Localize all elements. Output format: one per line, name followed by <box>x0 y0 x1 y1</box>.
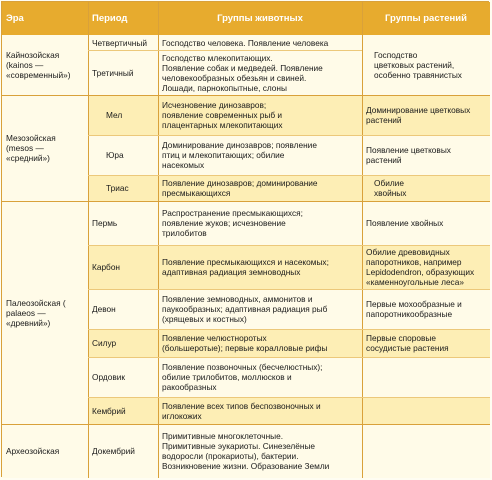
era-paleozoic: Палеозойская ( palaeos — «древний») <box>2 201 88 424</box>
row-divider <box>88 397 490 398</box>
period-tertiary: Третичный <box>88 50 158 95</box>
period-ordovician: Ордовик <box>88 357 158 397</box>
animals-permian: Распространение пресмыкающихся; появление жуков; исчезновение трилобитов <box>158 201 362 245</box>
header-plants: Группы растений <box>385 13 467 24</box>
plants-precambrian <box>362 424 490 478</box>
era-mesozoic: Мезозойская (mesos — «средний») <box>2 95 88 201</box>
period-permian: Пермь <box>88 201 158 245</box>
era-divider <box>2 95 490 96</box>
row-divider <box>88 245 490 246</box>
row-divider <box>88 135 490 136</box>
period-cambrian: Кембрий <box>88 397 158 424</box>
animals-precambrian: Примитивные многоклеточные. Примитивные эукариоты. Синезелёные водоросли (прокариоты), бактерии. Возникновение жизни. Образование Земли <box>158 424 362 478</box>
column-divider <box>362 2 363 478</box>
plants-jurassic: Появление цветковых растений <box>362 135 490 175</box>
period-jurassic: Юра <box>88 135 158 175</box>
row-divider <box>88 50 362 51</box>
header-era: Эра <box>6 13 24 24</box>
period-quaternary: Четвертичный <box>88 35 158 50</box>
animals-triassic: Появление динозавров; доминирование пресмыкающихся <box>158 175 362 201</box>
geologic-eras-table <box>1 1 489 477</box>
animals-jurassic: Доминирование динозавров; появление птиц и млекопитающих; обилие насекомых <box>158 135 362 175</box>
column-divider <box>158 2 159 478</box>
plants-devonian: Первые мохообразные и папоротникообразные <box>362 289 490 329</box>
plants-cretaceous: Доминирование цветковых растений <box>362 95 490 135</box>
era-divider <box>2 424 490 425</box>
period-devonian: Девон <box>88 289 158 329</box>
header-animals: Группы животных <box>217 13 303 24</box>
animals-carboniferous: Появление пресмыкающихся и насекомых; адаптивная радиация земноводных <box>158 245 362 289</box>
era-divider <box>2 201 490 202</box>
plants-permian: Появление хвойных <box>362 201 490 245</box>
period-triassic: Триас <box>88 175 158 201</box>
period-silurian: Силур <box>88 329 158 357</box>
period-carboniferous: Карбон <box>88 245 158 289</box>
era-archeozoic: Археозойская <box>2 424 88 478</box>
plants-carboniferous: Обилие древовидных папоротников, например Lepidodendron, образующих «каменноугольные леса» <box>362 245 490 289</box>
plants-cambrian <box>362 397 490 424</box>
row-divider <box>88 289 490 290</box>
header-period: Период <box>92 13 128 24</box>
plants-ordovician <box>362 357 490 397</box>
animals-quaternary: Господство человека. Появление человека <box>158 35 362 50</box>
period-cretaceous: Мел <box>88 95 158 135</box>
animals-tertiary: Господство млекопитающих. Появление собак и медведей. Появление человекообразных обезьян и свиней. Лошади, парнокопытные, слоны <box>158 50 362 95</box>
row-divider <box>88 329 490 330</box>
animals-silurian: Появление челюстноротых (большеротые); первые коралловые рифы <box>158 329 362 357</box>
period-precambrian: Докембрий <box>88 424 158 478</box>
era-cenozoic: Кайнозойская (kainos — «современный») <box>2 35 88 95</box>
animals-ordovician: Появление позвоночных (бесчелюстных); обилие трилобитов, моллюсков и ракообразных <box>158 357 362 397</box>
plants-triassic: Обилие хвойных <box>362 175 490 201</box>
row-divider <box>88 175 490 176</box>
column-divider <box>88 2 89 478</box>
animals-cretaceous: Исчезновение динозавров; появление современных рыб и плацентарных млекопитающих <box>158 95 362 135</box>
plants-tertiary: Господство цветковых растений, особенно травянистых <box>362 35 490 95</box>
plants-silurian: Первые споровые сосудистые растения <box>362 329 490 357</box>
animals-devonian: Появление земноводных, аммонитов и паукообразных; адаптивная радиация рыб (хрящевых и костных) <box>158 289 362 329</box>
animals-cambrian: Появление всех типов беспозвоночных и иглокожих <box>158 397 362 424</box>
row-divider <box>88 357 490 358</box>
